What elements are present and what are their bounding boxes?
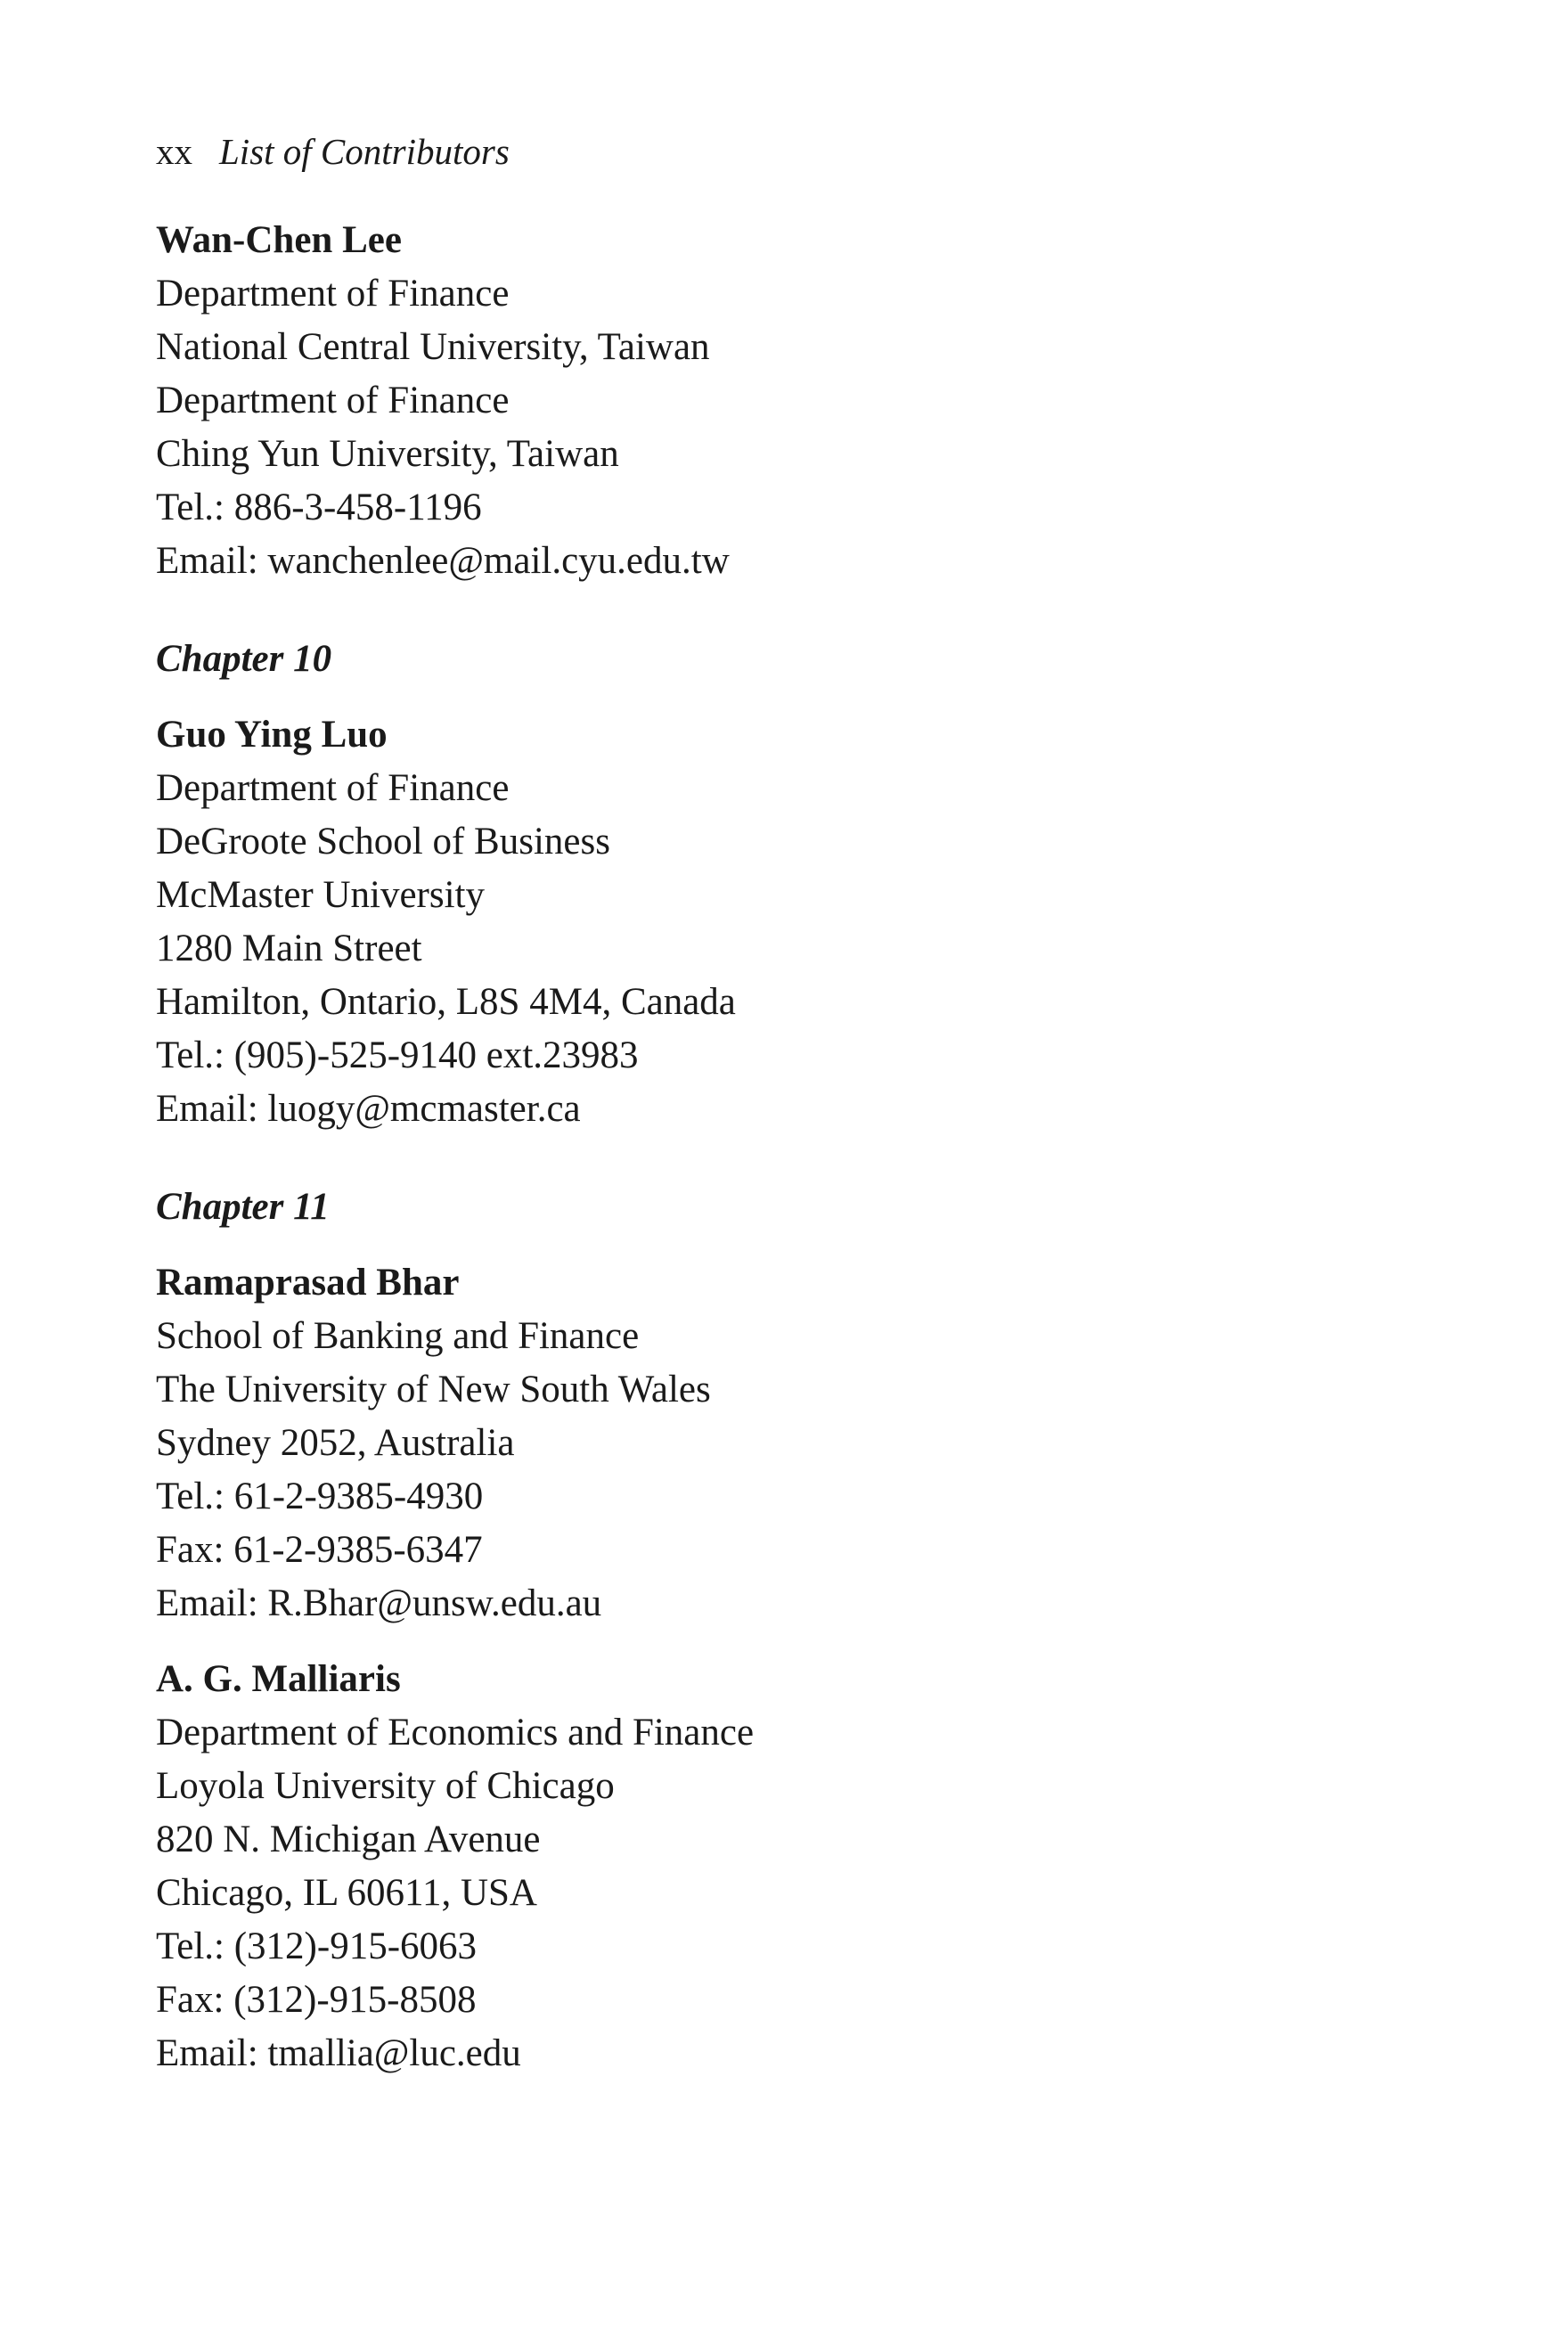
- affiliation-line: Department of Finance: [156, 380, 510, 421]
- phone-line: Tel.: 886-3-458-1196: [156, 486, 482, 528]
- phone-line: Tel.: (905)-525-9140 ext.23983: [156, 1034, 639, 1076]
- contributor-name: Wan-Chen Lee: [156, 219, 402, 261]
- affiliation-line: National Central University, Taiwan: [156, 326, 710, 368]
- chapter-heading: Chapter 10: [156, 638, 332, 680]
- phone-line: Tel.: (312)-915-6063: [156, 1925, 478, 1967]
- running-head: [156, 125, 1403, 178]
- contributor-section: [156, 1181, 1403, 2080]
- chapter-heading: Chapter 11: [156, 1186, 330, 1228]
- affiliation-line: DeGroote School of Business: [156, 821, 610, 862]
- address-line: 820 N. Michigan Avenue: [156, 1819, 541, 1860]
- contributor-entry: [156, 214, 1403, 588]
- email-line: Email: luogy@mcmaster.ca: [156, 1088, 581, 1130]
- contributor-name: Ramaprasad Bhar: [156, 1262, 460, 1304]
- phone-line: Tel.: 61-2-9385-4930: [156, 1475, 484, 1517]
- email-line: Email: R.Bhar@unsw.edu.au: [156, 1582, 602, 1624]
- page: [156, 125, 1403, 2080]
- contributor-entry: [156, 708, 1403, 1136]
- fax-line: Fax: (312)-915-8508: [156, 1979, 477, 2021]
- affiliation-line: School of Banking and Finance: [156, 1315, 640, 1357]
- fax-line: Fax: 61-2-9385-6347: [156, 1529, 483, 1571]
- contributor-entry: [156, 1653, 1403, 2080]
- affiliation-line: Department of Economics and Finance: [156, 1712, 755, 1753]
- page-number: xx: [156, 131, 192, 172]
- contributor-section: [156, 633, 1403, 1136]
- contributor-entry: [156, 1256, 1403, 1631]
- affiliation-line: Department of Finance: [156, 273, 510, 315]
- email-line: Email: wanchenlee@mail.cyu.edu.tw: [156, 540, 730, 582]
- address-line: Hamilton, Ontario, L8S 4M4, Canada: [156, 981, 736, 1023]
- address-line: 1280 Main Street: [156, 928, 422, 969]
- affiliation-line: Department of Finance: [156, 767, 510, 809]
- affiliation-line: Ching Yun University, Taiwan: [156, 433, 619, 475]
- address-line: Sydney 2052, Australia: [156, 1422, 515, 1464]
- affiliation-line: Loyola University of Chicago: [156, 1765, 615, 1807]
- contributor-name: Guo Ying Luo: [156, 714, 388, 756]
- affiliation-line: The University of New South Wales: [156, 1369, 711, 1410]
- running-head-title: List of Contributors: [219, 131, 510, 172]
- affiliation-line: McMaster University: [156, 874, 486, 916]
- contributor-name: A. G. Malliaris: [156, 1658, 401, 1700]
- contributor-section: [156, 214, 1403, 588]
- address-line: Chicago, IL 60611, USA: [156, 1872, 537, 1914]
- email-line: Email: tmallia@luc.edu: [156, 2032, 521, 2074]
